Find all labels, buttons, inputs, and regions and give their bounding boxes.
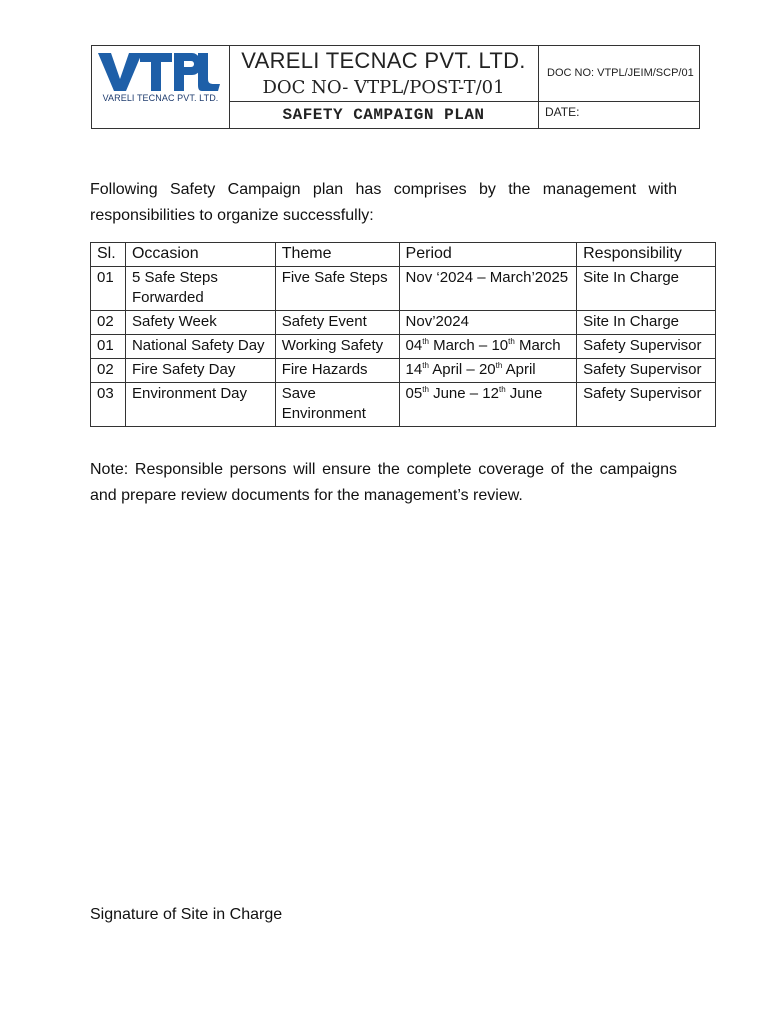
cell-responsibility: Site In Charge bbox=[577, 311, 716, 335]
period-start-month: June – bbox=[428, 385, 483, 402]
table-row bbox=[91, 267, 716, 311]
table-row bbox=[91, 311, 716, 335]
intro-paragraph: Following Safety Campaign plan has comprises by the management with responsibilities to organize successfully: bbox=[90, 181, 677, 224]
logo-cell bbox=[92, 46, 230, 128]
period-start-day: 14 bbox=[405, 361, 423, 378]
cell-sl: 01 bbox=[91, 335, 126, 359]
date-label: DATE: bbox=[545, 105, 580, 119]
doc-ref-cell bbox=[539, 46, 699, 102]
period-end-month: June bbox=[505, 385, 543, 402]
document-header bbox=[91, 45, 700, 129]
col-header-responsibility: Responsibility bbox=[577, 243, 716, 267]
cell-occasion: 5 Safe Steps Forwarded bbox=[125, 267, 275, 311]
col-header-period: Period bbox=[399, 243, 577, 267]
table-row bbox=[91, 383, 716, 427]
cell-sl: 02 bbox=[91, 359, 126, 383]
period-end-month: April bbox=[502, 361, 536, 378]
cell-sl: 01 bbox=[91, 267, 126, 311]
doc-ref: DOC NO: VTPL/JEIM/SCP/01 bbox=[547, 67, 694, 79]
col-header-theme: Theme bbox=[275, 243, 399, 267]
period-start-day: 05 bbox=[405, 385, 423, 402]
note-paragraph: Note: Responsible persons will ensure the complete coverage of the campaigns and prepare review documents for the management’s review. bbox=[90, 461, 677, 504]
cell-responsibility: Safety Supervisor bbox=[577, 383, 716, 427]
cell-theme: Safety Event bbox=[275, 311, 399, 335]
cell-period bbox=[399, 383, 577, 427]
table-row bbox=[91, 359, 716, 383]
period-start-month: April – bbox=[428, 361, 479, 378]
title-cell bbox=[229, 46, 539, 102]
cell-theme: Save Environment bbox=[275, 383, 399, 427]
period-start-month: March – bbox=[428, 337, 492, 354]
company-logo bbox=[98, 49, 222, 93]
cell-occasion: National Safety Day bbox=[125, 335, 275, 359]
cell-sl: 03 bbox=[91, 383, 126, 427]
period-end-day: 10 bbox=[491, 337, 509, 354]
period-end-day: 20 bbox=[478, 361, 496, 378]
date-cell bbox=[539, 102, 699, 128]
cell-occasion: Fire Safety Day bbox=[125, 359, 275, 383]
cell-period: Nov’2024 bbox=[399, 311, 577, 335]
company-name: VARELI TECNAC PVT. LTD. bbox=[241, 48, 526, 73]
logo-tagline: VARELI TECNAC PVT. LTD. bbox=[102, 93, 219, 103]
campaign-table bbox=[90, 242, 716, 427]
col-header-sl: Sl. bbox=[91, 243, 126, 267]
doc-number: DOC NO- VTPL/POST-T/01 bbox=[262, 77, 505, 98]
period-end-suffix: th bbox=[508, 337, 515, 346]
cell-theme: Working Safety bbox=[275, 335, 399, 359]
cell-responsibility: Safety Supervisor bbox=[577, 359, 716, 383]
period-start-suffix: th bbox=[422, 337, 429, 346]
plan-title-cell bbox=[229, 102, 539, 128]
period-end-day: 12 bbox=[482, 385, 499, 402]
plan-title: SAFETY CAMPAIGN PLAN bbox=[282, 106, 485, 124]
table-row bbox=[91, 335, 716, 359]
period-start-suffix: th bbox=[422, 385, 429, 394]
cell-sl: 02 bbox=[91, 311, 126, 335]
cell-theme: Fire Hazards bbox=[275, 359, 399, 383]
period-end-suffix: th bbox=[495, 361, 503, 370]
period-end-suffix: th bbox=[498, 385, 506, 394]
cell-responsibility: Site In Charge bbox=[577, 267, 716, 311]
cell-period bbox=[399, 359, 577, 383]
signature-label: Signature of Site in Charge bbox=[90, 906, 283, 923]
cell-responsibility: Safety Supervisor bbox=[577, 335, 716, 359]
cell-occasion: Safety Week bbox=[125, 311, 275, 335]
table-header-row bbox=[91, 243, 716, 267]
cell-occasion: Environment Day bbox=[125, 383, 275, 427]
period-start-day: 04 bbox=[405, 337, 423, 354]
period-start-suffix: th bbox=[422, 361, 429, 370]
col-header-occasion: Occasion bbox=[125, 243, 275, 267]
period-end-month: March bbox=[514, 337, 561, 354]
cell-period: Nov ‘2024 – March’2025 bbox=[399, 267, 577, 311]
cell-theme: Five Safe Steps bbox=[275, 267, 399, 311]
cell-period bbox=[399, 335, 577, 359]
